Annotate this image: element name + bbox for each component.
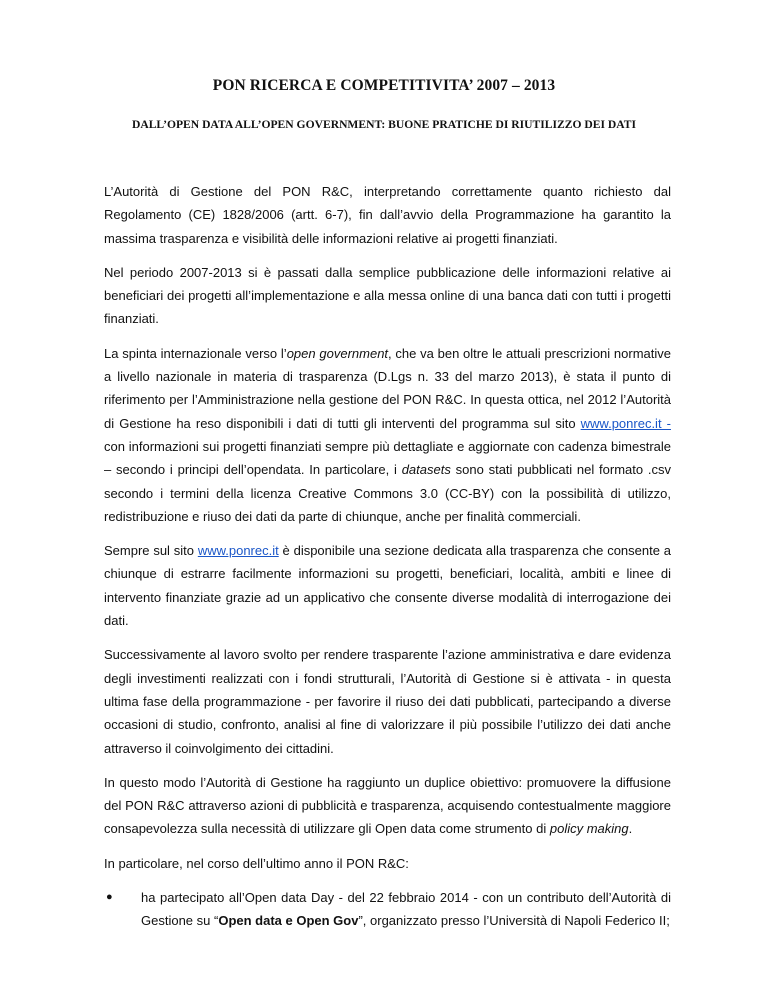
paragraph-1: L’Autorità di Gestione del PON R&C, interpretando correttamente quanto richiesto dal Regolamento (CE) 1828/2006 (artt. 6-7), fin dall’avvio della Programmazione ha garantito la massima trasparenza e visibilità delle informazioni relative ai progetti finanziati. bbox=[104, 184, 671, 246]
paragraph-7: In particolare, nel corso dell’ultimo anno il PON R&C: bbox=[104, 855, 409, 871]
document-title: PON RICERCA E COMPETITIVITA’ 2007 – 2013 bbox=[212, 77, 556, 94]
emphasis-datasets: datasets bbox=[401, 462, 451, 478]
paragraph-6 bbox=[104, 771, 671, 841]
paragraph-4-text-b: è disponibile una sezione dedicata alla trasparenza che consente a chiunque di estrarre facilmente informazioni su progetti, beneficiari, località, ambiti e linee di intervento finanziate grazie ad un applicativo che consente diverse modalità di interrogazione dei dati. bbox=[104, 543, 671, 629]
paragraph-3-text-c: con informazioni sui progetti finanziati sempre più dettagliate e aggiornate con cadenza bimestrale – secondo i principi dell’opendata. In particolare, i bbox=[104, 438, 671, 478]
document-body bbox=[104, 180, 671, 933]
bullet-1-strong: Open data e Open Gov bbox=[218, 913, 359, 929]
bullet-1-text-b: ”, organizzato presso l’Università di Napoli Federico II; bbox=[358, 913, 670, 929]
paragraph-4 bbox=[104, 539, 671, 632]
paragraph-3-text-b: , che va ben oltre le attuali prescrizioni normative a livello nazionale in materia di trasparenza (D.Lgs n. 33 del marzo 2013), è stata il punto di riferimento per l’Amministrazione nella gestione del PON R&C. In questa ottica, nel 2012 l’Autorità di Gestione ha reso disponibili i dati di tutti gli interventi del programma sul sito bbox=[104, 345, 671, 431]
ponrec-link-2[interactable]: www.ponrec.it bbox=[197, 543, 279, 559]
emphasis-policy-making: policy making bbox=[549, 821, 629, 837]
paragraph-3 bbox=[104, 342, 671, 528]
bullet-1-text-a: ha partecipato all’Open data Day - del 22 febbraio 2014 - con un contributo dell’Autorità di Gestione su “ bbox=[141, 890, 671, 929]
paragraph-3-text-d: sono stati pubblicati nel formato .csv secondo i termini della licenza Creative Commons 3.0 (CC-BY) con la possibilità di utilizzo, redistribuzione e riuso dei dati da parte di chiunque, anche per finalità commerciali. bbox=[104, 462, 672, 524]
document-subtitle: DALL’OPEN DATA ALL’OPEN GOVERNMENT: BUONE PRATICHE DI RIUTILIZZO DEI DATI bbox=[131, 118, 637, 131]
bullet-dot-icon: ● bbox=[106, 891, 113, 904]
paragraph-5: Successivamente al lavoro svolto per rendere trasparente l’azione amministrativa e dare evidenza degli investimenti realizzati con i fondi strutturali, l’Autorità di Gestione si è attivata - in questa ultima fase della programmazione - per favorire il riuso dei dati pubblicati, partecipando a diverse occasioni di studio, confronto, analisi al fine di valorizzare il più possibile l’utilizzo dei dati anche attraverso il coinvolgimento dei cittadini. bbox=[104, 647, 671, 756]
paragraph-4-text-a: Sempre sul sito bbox=[104, 543, 198, 559]
paragraph-2: Nel periodo 2007-2013 si è passati dalla semplice pubblicazione delle informazioni relative ai beneficiari dei progetti all’implementazione e alla messa online di una banca dati con tutti i progetti finanziati. bbox=[104, 264, 671, 327]
paragraph-3-text-a: La spinta internazionale verso l’ bbox=[104, 345, 287, 361]
ponrec-link[interactable]: www.ponrec.it - bbox=[580, 415, 671, 431]
bullet-item bbox=[104, 886, 671, 933]
paragraph-6-text-a: In questo modo l’Autorità di Gestione ha raggiunto un duplice obiettivo: promuovere la diffusione del PON R&C attraverso azioni di pubblicità e trasparenza, acquisendo contestualmente maggiore consapevolezza sulla necessità di utilizzare gli Open data come strumento di bbox=[104, 774, 671, 837]
bullet-list bbox=[104, 886, 671, 933]
paragraph-6-text-b: . bbox=[628, 821, 633, 837]
emphasis-open-government: open government bbox=[286, 345, 389, 361]
